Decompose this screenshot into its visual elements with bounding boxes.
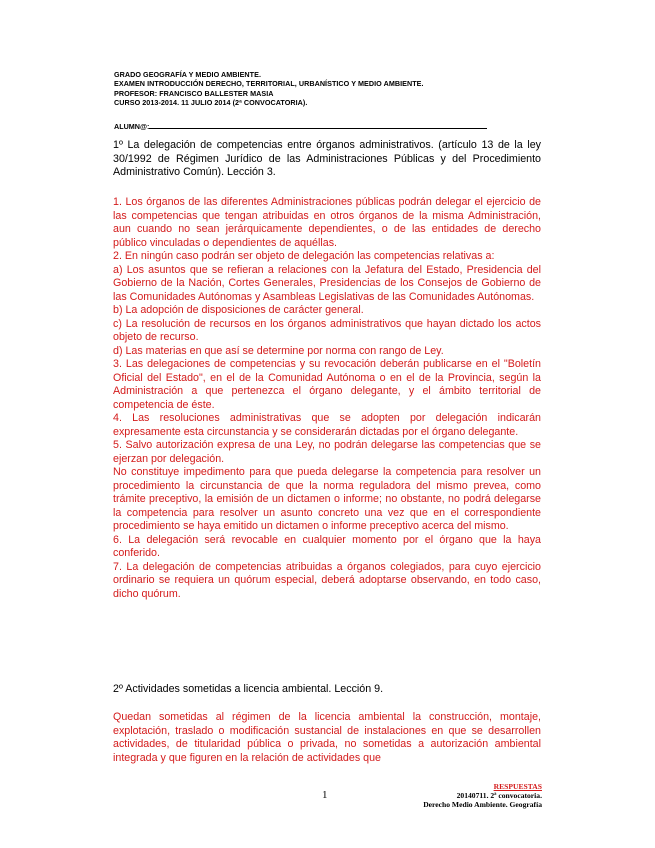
question-1: [113, 139, 541, 180]
question-1-text: 1º La delegación de competencias entre órganos administrativos. (artículo 13 de la ley 30/1992 de Régimen Jurídico de las Administraciones Públicas y del Procedimiento Administrativo Común). Lección 3.: [113, 139, 541, 178]
header-degree: GRADO GEOGRAFÍA Y MEDIO AMBIENTE.: [114, 70, 262, 79]
answer-1-paragraph: c) La resolución de recursos en los órganos administrativos que hayan dictado los actos objeto de recurso.: [113, 317, 541, 343]
answer-1-paragraph: b) La adopción de disposiciones de carácter general.: [113, 304, 364, 316]
answer-1-paragraph: d) Las materias en que así se determine por norma con rango de Ley.: [113, 344, 444, 357]
footer-convocatoria: 20140711. 2ª convocatoria.: [456, 791, 542, 801]
answer-2: [113, 711, 541, 765]
footer-respuestas-label: RESPUESTAS: [493, 782, 542, 791]
header-professor: PROFESOR: FRANCISCO BALLESTER MASIA: [114, 88, 274, 98]
answer-1-paragraph: 7. La delegación de competencias atribuidas a órganos colegiados, para cuyo ejercicio ordinario se requiera un quórum especial, deberá adoptarse observando, en todo caso, dicho quórum.: [113, 560, 541, 600]
answer-1-paragraph: 1. Los órganos de las diferentes Administraciones públicas podrán delegar el ejercicio de las competencias que tengan atribuidas en otros órganos de la misma Administración, aun cuando no sean jerárquicamente dependientes, o de las entidades de derecho público vinculadas o dependientes de aquéllas.: [113, 196, 541, 249]
question-2-text: 2º Actividades sometidas a licencia ambiental. Lección 9.: [113, 683, 384, 695]
page-footer: [423, 782, 542, 810]
answer-1-paragraph: a) Los asuntos que se refieran a relaciones con la Jefatura del Estado, Presidencia del Gobierno de la Nación, Cortes Generales, Presidencias de los Consejos de Gobierno de las Comunidades Autónomas y Asambleas Legislativas de las Comunidades Autónomas.: [113, 263, 541, 303]
header-exam-title: EXAMEN INTRODUCCIÓN DERECHO, TERRITORIAL, URBANÍSTICO Y MEDIO AMBIENTE.: [114, 79, 424, 89]
header-course-date: CURSO 2013-2014. 11 JULIO 2014 (2ª CONVOCATORIA).: [114, 98, 308, 108]
footer-subject: Derecho Medio Ambiente. Geografía: [423, 800, 542, 810]
answer-1-paragraph: 4. Las resoluciones administrativas que se adopten por delegación indicarán expresamente esta circunstancia y se considerarán dictadas por el órgano delegante.: [113, 412, 541, 438]
answer-1: [113, 196, 541, 601]
exam-header: [114, 70, 554, 108]
answer-1-paragraph: 6. La delegación será revocable en cualquier momento por el órgano que la haya conferido.: [113, 533, 541, 559]
student-name-line: [149, 122, 487, 129]
answer-1-paragraph: No constituye impedimento para que pueda delegarse la competencia para resolver un procedimiento la circunstancia de que la norma reguladora del mismo prevea, como trámite preceptivo, la emisión de un dictamen o informe; no obstante, no podrá delegarse la competencia para resolver un asunto concreto una vez que en el correspondiente procedimiento se haya emitido un dictamen o informe preceptivo acerca del mismo.: [113, 466, 541, 532]
student-name-field: [114, 122, 487, 131]
answer-1-paragraph: 5. Salvo autorización expresa de una Ley, no podrán delegarse las competencias que se ejerzan por delegación.: [113, 439, 541, 465]
page-number: 1: [322, 789, 328, 801]
question-2: [113, 683, 541, 697]
answer-2-text: Quedan sometidas al régimen de la licencia ambiental la construcción, montaje, explotación, traslado o modificación sustancial de instalaciones en que se desarrollen actividades, de titularidad pública o privada, no sometidas a autorización ambiental integrada y que figuren en la relación de actividades que: [113, 711, 541, 764]
answer-1-paragraph: 2. En ningún caso podrán ser objeto de delegación las competencias relativas a:: [113, 250, 495, 262]
student-label: ALUMN@:: [114, 122, 150, 131]
answer-1-paragraph: 3. Las delegaciones de competencias y su revocación deberán publicarse en el "Boletín Oficial del Estado", en el de la Comunidad Autónoma o en el de la Provincia, según la Administración a que pertenezca el órgano delegante, y el ámbito territorial de competencia de éste.: [113, 358, 541, 411]
